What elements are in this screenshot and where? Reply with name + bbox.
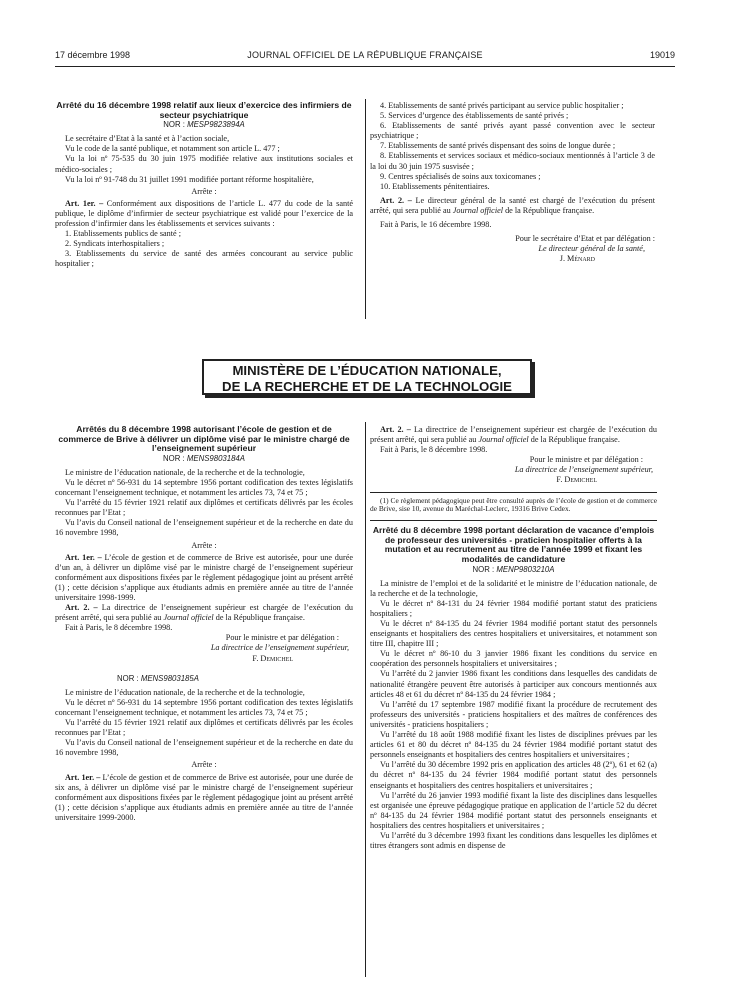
arretes-brive-a-visa-3: Vu l’arrêté du 15 février 1921 relatif aux diplômes et certificats délivrés par les écoles reconnues par l’Etat ;: [55, 498, 353, 518]
arretes-brive-b-art2: Art. 2. – La directrice de l’enseignement supérieur est chargée de l’exécution du présent arrêté, qui sera publié au Journal officiel de la République française.: [370, 425, 657, 445]
arretes-brive-b-visa-3: Vu l’arrêté du 15 février 1921 relatif aux diplômes et certificats délivrés par les écoles reconnues par l’Etat ;: [55, 718, 353, 738]
arrete-pu-ph-visa-6: Vu l’arrêté du 17 septembre 1987 modifié fixant la procédure de recrutement des professeurs des universités - praticiens hospitaliers et des maîtres de conférences des universités - praticiens hospitaliers ;: [370, 699, 657, 729]
header-date: 17 décembre 1998: [55, 50, 131, 60]
arretes-brive-b-fait: Fait à Paris, le 8 décembre 1998.: [380, 445, 488, 455]
arrete-infirmiers-sig-2: Le directeur général de la santé,: [538, 244, 645, 254]
arrete-infirmiers-nor: NOR : MESP9823894A: [163, 120, 245, 130]
arretes-brive-title: Arrêtés du 8 décembre 1998 autorisant l’école de gestion et de commerce de Brive à délivrer un diplôme visé par le ministre chargé de l’enseignement supérieur: [58, 424, 350, 454]
arretes-brive-b-sig-1: Pour le ministre et par délégation :: [529, 455, 643, 465]
arrete-infirmiers-art1: Art. 1er. – Conformément aux dispositions de l’article L. 477 du code de la santé publique, le diplôme d’infirmier de secteur psychiatrique est validé pour l’exercice de la profession d’infirmier dans les établissements et services suivants :: [55, 198, 353, 229]
arrete-infirmiers-left: [55, 101, 353, 270]
arretes-brive-b-visa-2: Vu le décret nº 56-931 du 14 septembre 1956 portant codification des textes législatifs concernant l’enseignement technique, et notamment les articles 73, 74 et 75 ;: [55, 697, 353, 717]
arrete-infirmiers-fait: Fait à Paris, le 16 décembre 1998.: [380, 220, 492, 230]
arrete-infirmiers-list-item-7: 7. Etablissements de santé privés dispensant des soins de longue durée ;: [380, 141, 616, 151]
footnote-rule: [370, 492, 657, 493]
arretes-brive-b-art1: Art. 1er. – L’école de gestion et de commerce de Brive est autorisée, pour une durée de six ans, à délivrer un diplôme visé par le ministre chargé de l’enseignement supérieur conformément aux dispositions fixées par le règlement pédagogique joint au présent arrêté (1) ; cette décision s’applique aux étudiants admis en première année au titre de l’année universitaire 1999-2000.: [55, 772, 353, 822]
arretes-brive-b-visa-1: Le ministre de l’éducation nationale, de la recherche et de la technologie,: [65, 687, 305, 697]
arrete-infirmiers-visa-3: Vu la loi nº 75-535 du 30 juin 1975 modifiée relative aux institutions sociales et médico-sociales ;: [55, 154, 353, 174]
arrete-pu-ph-visa-3: Vu le décret nº 84-135 du 24 février 1984 modifié portant statut des personnels enseignants et hospitaliers des centres hospitaliers et universitaires, et notamment son titre III, chapitre III ;: [370, 619, 657, 649]
arretes-brive-a-sig-2: La directrice de l’enseignement supérieur,: [210, 643, 349, 653]
arrete-infirmiers-visa-2: Vu le code de la santé publique, et notamment son article L. 477 ;: [65, 144, 280, 154]
arrete-pu-ph-visa-10: Vu l’arrêté du 3 décembre 1993 fixant les conditions dans lesquelles les diplômes et titres étrangers sont admis en dispense de: [370, 830, 657, 851]
arretes-brive-a-arrete: Arrête :: [191, 540, 217, 550]
arretes-brive-a-sig-1: Pour le ministre et par délégation :: [225, 633, 339, 643]
arrete-infirmiers-list-item-2: 2. Syndicats interhospitaliers ;: [65, 239, 165, 249]
arretes-brive-left: [55, 425, 353, 823]
ministry-line-1: MINISTÈRE DE L’ÉDUCATION NATIONALE,: [232, 363, 502, 378]
arrete-infirmiers-list-item-8: 8. Etablissements et services sociaux et médico-sociaux mentionnés à l’article 3 de la loi du 30 juin 1975 susvisée ;: [370, 151, 655, 171]
header-page-number: 19019: [649, 50, 675, 60]
arrete-pu-ph-title: Arrêté du 8 décembre 1998 portant déclaration de vacance d’emplois de professeur des universités - praticien hospitalier offerts à la mutation et au recrutement au titre de l’année 1999 et fixant les modalités de candidature: [372, 525, 655, 564]
header-rule: [55, 66, 675, 67]
arretes-brive-nor-b: NOR : MENS9803185A: [117, 673, 199, 683]
arrete-infirmiers-list-item-1: 1. Etablissements publics de santé ;: [65, 229, 181, 239]
arrete-infirmiers-art2: Art. 2. – Le directeur général de la santé est chargé de l’exécution du présent arrêté, qui sera publié au Journal officiel de la République française.: [370, 195, 655, 215]
arrete-infirmiers-list-item-6: 6. Etablissements de santé privés ayant passé convention avec le secteur psychiatrique ;: [370, 121, 655, 141]
arrete-pu-ph-visa-4: Vu le décret nº 86-10 du 3 janvier 1986 fixant les conditions du service en coopération des personnels hospitaliers et universitaires ;: [370, 649, 657, 669]
arrete-infirmiers-list-item-5: 5. Services d’urgence des établissements de santé privés ;: [380, 111, 569, 121]
arrete-infirmiers-list-item-9: 9. Centres spécialisés de soins aux toxicomanes ;: [380, 171, 541, 181]
arrete-pu-ph-nor: NOR : MENP9803210A: [472, 564, 555, 574]
arrete-infirmiers-right: [370, 101, 655, 264]
arrete-pu-ph-visa-5: Vu l’arrêté du 2 janvier 1986 fixant les conditions dans lesquelles des candidats de nationalité étrangère peuvent être autorisés à participer aux concours mentionnés aux articles 48 et 61 du décret nº 84-135 du 24 février 1984 ;: [370, 669, 657, 699]
arretes-right-column: [370, 425, 657, 851]
arrete-pu-ph-visa-9: Vu l’arrêté du 26 janvier 1993 modifié fixant la liste des disciplines dans lesquelles est organisée une épreuve pédagogique pratique en application de l’article 52 du décret nº 84-135 du 24 février 1984 modifié portant statut des personnels enseignants et hospitaliers des centres hospitaliers et universitaires ;: [370, 790, 657, 830]
arretes-brive-a-fait: Fait à Paris, le 8 décembre 1998.: [65, 623, 173, 633]
arretes-brive-b-arrete: Arrête :: [191, 760, 217, 770]
ministry-line-2: DE LA RECHERCHE ET DE LA TECHNOLOGIE: [222, 379, 512, 394]
running-header: [55, 50, 675, 64]
column-divider-bottom: [365, 422, 366, 977]
arretes-brive-a-visa-2: Vu le décret nº 56-931 du 14 septembre 1956 portant codification des textes législatifs concernant l’enseignement technique, et notamment les articles 73, 74 et 75 ;: [55, 477, 353, 498]
arretes-brive-b-sig-3: F. Demichel: [556, 475, 597, 485]
arretes-brive-footnote: (1) Ce règlement pédagogique peut être consulté auprès de l’école de gestion et de commerce de Brive, sise 10, avenue du Maréchal-Leclerc, 19316 Brive Cedex.: [370, 495, 657, 514]
arrete-infirmiers-sig-3: J. Ménard: [559, 254, 595, 264]
arrete-pu-ph-visa-1: La ministre de l’emploi et de la solidarité et le ministre de l’éducation nationale, de la recherche et de la technologie,: [370, 578, 657, 598]
arretes-brive-a-visa-4: Vu l’avis du Conseil national de l’enseignement supérieur et de la recherche en date du 16 novembre 1998,: [55, 518, 353, 538]
arrete-infirmiers-title: Arrêté du 16 décembre 1998 relatif aux lieux d’exercice des infirmiers de secteur psychiatrique: [56, 100, 352, 120]
arretes-brive-a-sig-3: F. Demichel: [252, 653, 293, 663]
arrete-pu-ph-visa-7: Vu l’arrêté du 18 août 1988 modifié fixant les listes de disciplines prévues par les articles 61 et 80 du décret nº 84-135 du 24 février 1984 modifié portant statut des personnels enseignants et hospitaliers des centres hospitaliers et universitaires ;: [370, 730, 657, 760]
arrete-infirmiers-list-item-10: 10. Etablissements pénitentiaires.: [380, 181, 490, 191]
ministry-heading-box: [202, 359, 532, 395]
arretes-brive-nor-a: NOR : MENS9803184A: [163, 453, 245, 463]
arrete-infirmiers-list-item-4: 4. Etablissements de santé privés participant au service public hospitalier ;: [380, 101, 624, 110]
arretes-brive-a-art1: Art. 1er. – L’école de gestion et de commerce de Brive est autorisée, pour une durée d’un an, à délivrer un diplôme visé par le ministre chargé de l’enseignement supérieur conformément aux dispositions fixées par le règlement pédagogique joint au présent arrêté (1) ; cette décision s’applique aux étudiants admis en première année au titre de l’année universitaire 1998-1999.: [55, 552, 353, 602]
header-journal-title: JOURNAL OFFICIEL DE LA RÉPUBLIQUE FRANÇAISE: [247, 50, 483, 60]
section-rule: [370, 520, 657, 521]
arrete-pu-ph-visa-8: Vu l’arrêté du 30 décembre 1992 pris en application des articles 48 (2º), 61 et 62 (a) du décret nº 84-135 du 24 février 1984 modifié portant statut des personnels enseignants et hospitaliers des centres hospitaliers et universitaires ;: [370, 760, 657, 790]
arretes-brive-b-sig-2: La directrice de l’enseignement supérieur,: [514, 465, 653, 475]
arrete-infirmiers-list-item-3: 3. Etablissements du service de santé des armées concourant au service public hospitalier ;: [55, 249, 353, 269]
arrete-pu-ph-visa-2: Vu le décret nº 84-131 du 24 février 1984 modifié portant statut des praticiens hospitaliers ;: [370, 598, 657, 618]
arretes-brive-a-art2: Art. 2. – La directrice de l’enseignement supérieur est chargée de l’exécution du présent arrêté, qui sera publié au Journal officiel de la République française.: [55, 603, 354, 623]
arrete-infirmiers-visa-4: Vu la loi nº 91-748 du 31 juillet 1991 modifiée portant réforme hospitalière,: [65, 174, 314, 184]
arrete-infirmiers-arrete: Arrête :: [191, 186, 217, 196]
column-divider-top: [365, 99, 366, 319]
arretes-brive-b-visa-4: Vu l’avis du Conseil national de l’enseignement supérieur et de la recherche en date du 16 novembre 1998,: [55, 738, 353, 758]
arrete-infirmiers-sig-1: Pour le secrétaire d’Etat et par délégation :: [515, 234, 655, 244]
arretes-brive-a-visa-1: Le ministre de l’éducation nationale, de la recherche et de la technologie,: [65, 467, 305, 477]
arrete-infirmiers-visa-1: Le secrétaire d’Etat à la santé et à l’action sociale,: [65, 134, 230, 144]
